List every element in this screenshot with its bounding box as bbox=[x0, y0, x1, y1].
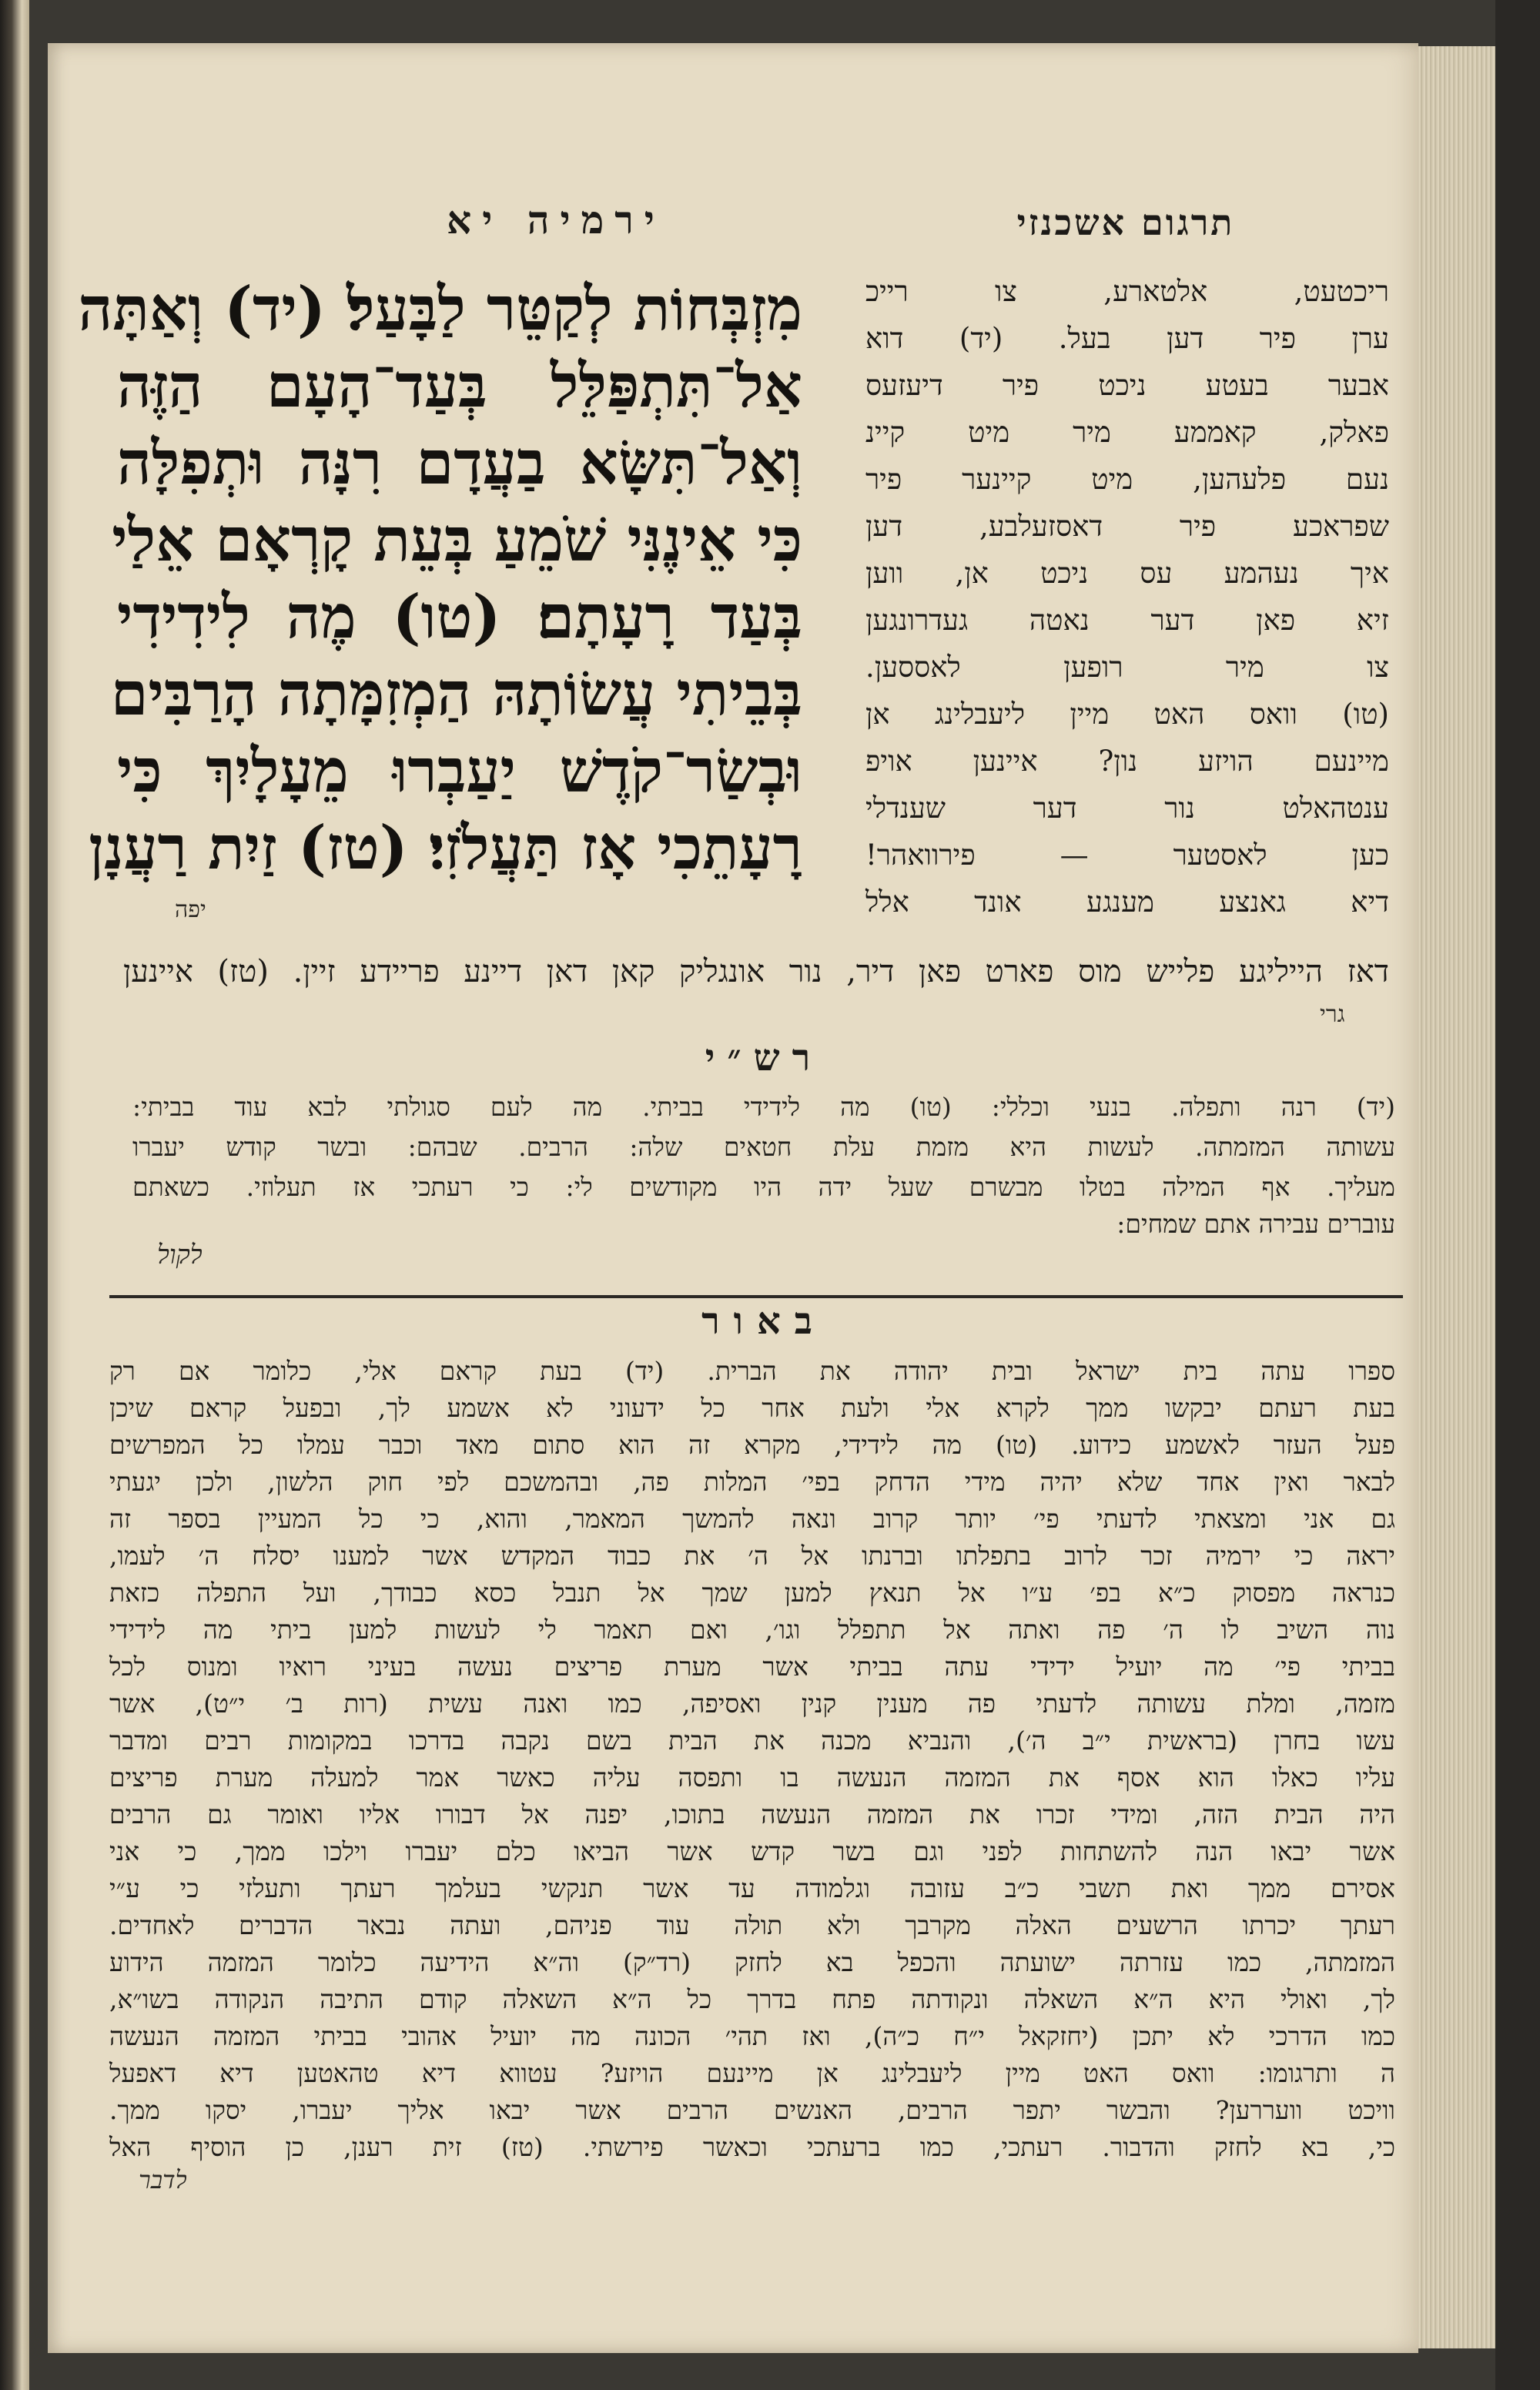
bible-line: בְּבֵיתִי עֲשׂוֹתָהּ הַמְזִמָּתָה הָרַבִּים bbox=[110, 659, 802, 729]
rashi-line: עשותה המזמתה. לעשות היא מזמת עלת חטאים שלה: הרבים. שבהם: ובשר קודש יעברו bbox=[132, 1132, 1395, 1162]
targum-line: נעם פלעהען, מיט קיינער פיר bbox=[865, 463, 1389, 496]
biur-line: בביתי פי׳ מה יועיל ידידי עתה בביתי אשר מערת פריצים נעשה בעיני רואיו ומנוס לכל bbox=[109, 1652, 1395, 1682]
rashi-line: מעליך. אף המילה בטלו מבשרם שעל ידה היו מקודשים לי: כי רעתכי אז תעלוזי. כשאתם bbox=[132, 1172, 1395, 1202]
targum-line: ערן פיר דען בעל. (יד) דוא bbox=[865, 322, 1389, 355]
biur-line: עליו כאלו הוא אסף את המזמה הנעשה בו ותפסה עליה כאשר אמר למעלה מערת פריצים bbox=[109, 1762, 1395, 1792]
targum-catchword: גרי bbox=[1320, 1001, 1345, 1028]
book-page bbox=[48, 43, 1418, 2353]
targum-line: ענטהאלט נור דער שענדלי bbox=[865, 792, 1389, 825]
biur-line: המזמתה, כמו עזרתה ישועתה והכפל בא לחזק (רד״ק) וה״א הידיעה כלומר המזמה הידוע bbox=[109, 1947, 1395, 1977]
bible-line: רָעָתֵכִי אָז תַּעֲלֹזִי׃ (טז) זַיִת רַעֲנָן bbox=[89, 813, 802, 883]
biur-catchword: לדבר bbox=[139, 2165, 187, 2194]
bible-catchword: יפה bbox=[175, 896, 206, 923]
biur-line: כנראה מפסוק כ״א בפ׳ ע״ו אל תנאץ למען שמך אל תנבל כסא כבודך, ועל התפלה כזאת bbox=[109, 1578, 1395, 1608]
biur-line: היה הבית הזה, ומידי זכרו את המזמה הנעשה בתוכו, יפנה אל דבורו אליו ואומר גם הרבים bbox=[109, 1799, 1395, 1829]
biur-line: כמו הדרכי לא יתכן (יחזקאל י״ח כ״ה), ואז תהי׳ הכונה מה יועיל אהובי בביתי המזמה הנעשה bbox=[109, 2021, 1395, 2051]
section-divider bbox=[109, 1295, 1403, 1298]
bible-line: מִזְבְּחוֹת לְקַטֵּר לַבָּעַל׃ (יד) וְאַתָּה bbox=[78, 274, 802, 344]
targum-line: זיא פאן דער נאטה געדרונגען bbox=[865, 604, 1389, 637]
rashi-line: (יד) רנה ותפלה. בנעי וכללי: (טו) מה לידידי בביתי. מה לעם סגולתי לבא עוד בביתי: bbox=[132, 1092, 1395, 1122]
biur-title: באור bbox=[701, 1300, 826, 1343]
left-page-edge bbox=[0, 0, 29, 2390]
biur-line: נוה השיב לו ה׳ פה ואתה אל תתפלל וגו׳, ואם תאמר לי לעשות למען ביתי מה לידידי bbox=[109, 1615, 1395, 1645]
biur-line: אסירם ממך ואת תשבי כ״ב עזובה וגלמודה עד אשר תנקשי בעלמך רעתך ותעלזי כי ע״י bbox=[109, 1873, 1395, 1903]
targum-line: דיא גאנצע מענגע אונד אלל bbox=[865, 885, 1389, 919]
targum-line: שפראכע פיר דאסזעלבע, דען bbox=[865, 510, 1389, 543]
bible-line: בְּעַד רָעָתָם׃ (טו) מֶה לִידִידִי bbox=[117, 582, 802, 652]
targum-full-width-line: דאז הייליגע פלייש מוס פארט פאן דיר, נור אונגליק קאן דאן דיינע פריידע זיין. (טז) איינען bbox=[123, 954, 1389, 989]
rashi-line: עוברים עבירה אתם שמחים: bbox=[1116, 1209, 1395, 1239]
biur-line: וויכט וועררען? והבשר יתפר הרבים, האנשים הרבים אשר יבאו אליך יעברו, יסקו ממך. bbox=[109, 2095, 1395, 2125]
targum-line: ריכטעט, אלטארע, צו רייכ bbox=[865, 275, 1389, 308]
biur-line: רעתך יכרתו הרשעים האלה מקרבך ולא תולה עוד פניהם, ועתה נבאר הדברים לאחדים. bbox=[109, 1910, 1395, 1940]
biur-line: ספרו עתה בית ישראל ובית יהודה את הברית. (יד) בעת קראם אלי, כלומר אם רק bbox=[109, 1356, 1395, 1386]
targum-line: (טו) וואס האט מיין ליעבלינג אן bbox=[865, 698, 1389, 731]
biur-line: מזמה, ומלת עשותה לדעתי פה מענין קנין ואסיפה, כמו ואנה עשית (רות ב׳ י״ט), אשר bbox=[109, 1689, 1395, 1719]
biur-line: פעל העזר לאשמע כידוע. (טו) מה לידידי, מקרא זה הוא סתום מאד וכבר עמלו כל המפרשים bbox=[109, 1430, 1395, 1460]
background-right bbox=[1495, 0, 1540, 2390]
bible-header: ירמיה יא bbox=[447, 197, 665, 243]
biur-line: יראה כי ירמיה זכר לרוב בתפלתו וברנתו אל ה׳ את כבוד המקדש אשר למענו יסלח ה׳ לעמו, bbox=[109, 1541, 1395, 1571]
bible-line: וּבְשַׂר־קֹדֶשׁ יַעַבְרוּ מֵעָלָיִךְ כִּי bbox=[117, 736, 802, 806]
bible-line: כִּי אֵינֶנִּי שֹׁמֵעַ בְּעֵת קָרְאָם אֵלַי bbox=[112, 505, 802, 575]
targum-line: אבער בעטע ניכט פיר דיעזעס bbox=[865, 369, 1389, 402]
targum-line: מיינעם הויזע נון? איינען אויפ bbox=[865, 745, 1389, 778]
biur-line: לבאר ואין אחד שלא יהיה מידי הדחק בפי׳ המלות פה, ובהמשכם לפי חוק הלשון, ולכן יגעתי bbox=[109, 1467, 1395, 1497]
rashi-title: רש״י bbox=[705, 1036, 823, 1080]
biur-line: לך, ואולי היא ה״א השאלה ונקודתה פתח בדרך כל ה״א השאלה קודם התיבה הנקודה בשו״א, bbox=[109, 1984, 1395, 2014]
bible-line: וְאַל־תִּשָּׂא בַעֲדָם רִנָּה וּתְפִלָּה bbox=[117, 428, 802, 498]
biur-line: ה ותרגומו: וואס האט מיין ליעבלינג אן מיינעם הויזע? עטווא דיא טהאטען דיא דאפעל bbox=[109, 2058, 1395, 2088]
biur-line: בעת רעתם יבקשו ממך לקרא אלי ולעת אחר כל ידעוני לא אשמע לך, ובפעל קראם שיכן bbox=[109, 1393, 1395, 1423]
biur-line: עשו בחרן (בראשית י״ב ה׳), והנביא מכנה את הבית בשם נקבה בדרכו במקומות רבים ומדבר bbox=[109, 1726, 1395, 1756]
biur-line: גם אני ומצאתי לדעתי פי׳ יותר קרוב ונאה להמשך המאמר, והוא, כי כל המעיין בספר זה bbox=[109, 1504, 1395, 1534]
targum-line: פאלק, קאממע מיר מיט קיינ bbox=[865, 416, 1389, 449]
targum-header: תרגום אשכנזי bbox=[1016, 202, 1235, 243]
targum-line: צו מיר רופען לאססען. bbox=[865, 651, 1389, 684]
targum-line: איך נעהמע עס ניכט אן, ווען bbox=[865, 557, 1389, 590]
targum-line: כען לאסטער — פירוואהר! bbox=[865, 839, 1389, 872]
biur-line: כי, בא לחזק והדבור. רעתכי, כמו ברעתכי וכאשר פירשתי. (טז) זית רענן, כן הוסיף האל bbox=[109, 2132, 1395, 2162]
biur-line: אשר יבאו הנה להשתחות לפני וגם בשר קדש אשר הביאו כלם יעברו וילכו ממך, כי אני bbox=[109, 1836, 1395, 1866]
rashi-catchword: לקול bbox=[157, 1240, 203, 1270]
bible-line: אַל־תִּתְפַּלֵּל בְּעַד־הָעָם הַזֶּה bbox=[117, 351, 802, 421]
page-fore-edge bbox=[1418, 46, 1495, 2348]
